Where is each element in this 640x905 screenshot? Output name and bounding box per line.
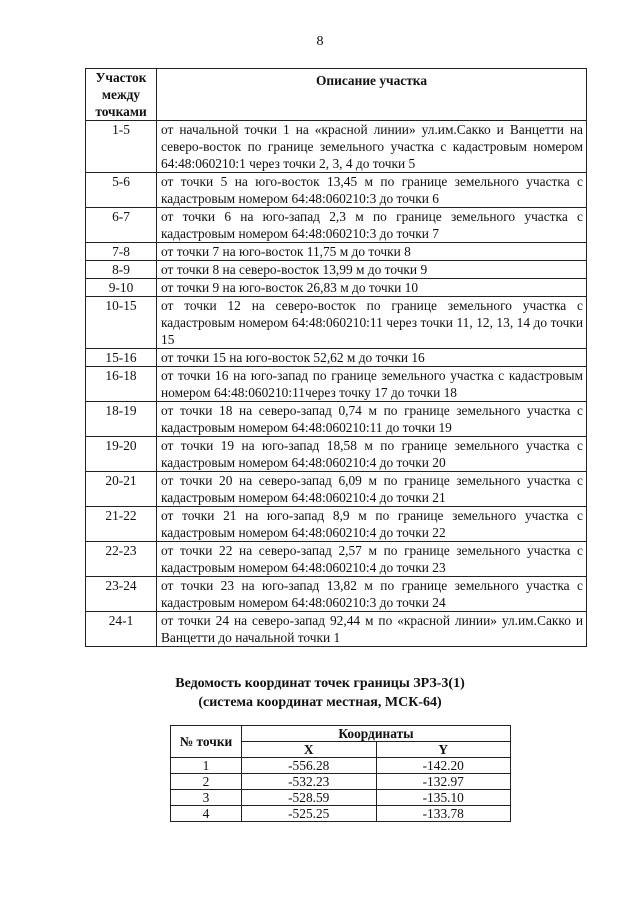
segment-code: 16-18 [86,367,157,402]
header-segment-between-points: Участок между точками [86,69,157,121]
segment-description: от точки 22 на северо-запад 2,57 м по границе земельного участка с кадастровым номером 64:48:060210:4 до точки 23 [157,542,587,577]
segment-code: 9-10 [86,279,157,297]
segment-row [86,349,587,367]
segment-code: 22-23 [86,542,157,577]
segment-description: от точки 19 на юго-запад 18,58 м по границе земельного участка с кадастровым номером 64:48:060210:4 до точки 20 [157,437,587,472]
header-coordinates: Координаты [242,726,511,742]
segment-row [86,121,587,173]
segment-code: 1-5 [86,121,157,173]
header-point-number: № точки [171,726,242,758]
coordinate-row [171,758,511,774]
segment-row [86,507,587,542]
coordinate-x: -556.28 [242,758,377,774]
segment-code: 15-16 [86,349,157,367]
segment-row [86,367,587,402]
segment-code: 21-22 [86,507,157,542]
coordinates-table [170,725,511,822]
segment-description: от точки 7 на юго-восток 11,75 м до точки 8 [157,243,587,261]
segment-code: 20-21 [86,472,157,507]
coordinate-x: -525.25 [242,806,377,822]
segment-description: от начальной точки 1 на «красной линии» ул.им.Сакко и Ванцетти на северо-восток по границе земельного участка с кадастровым номером 64:48:060210:1 через точки 2, 3, 4 до точки 5 [157,121,587,173]
segment-row [86,542,587,577]
segment-description: от точки 21 на юго-запад 8,9 м по границе земельного участка с кадастровым номером 64:48:060210:4 до точки 22 [157,507,587,542]
segment-row [86,577,587,612]
coordinate-x: -528.59 [242,790,377,806]
coordinate-row [171,790,511,806]
coordinate-row [171,806,511,822]
segment-code: 6-7 [86,208,157,243]
coordinate-y: -142.20 [376,758,511,774]
coordinate-row [171,774,511,790]
segment-description: от точки 6 на юго-запад 2,3 м по границе земельного участка с кадастровым номером 64:48:060210:3 до точки 7 [157,208,587,243]
segment-row [86,279,587,297]
segment-row [86,208,587,243]
segment-row [86,297,587,349]
coords-caption [0,674,640,712]
coordinate-y: -133.78 [376,806,511,822]
segments-table [85,68,587,647]
segments-header-row [86,69,587,121]
segment-row [86,472,587,507]
segment-row [86,261,587,279]
segment-code: 5-6 [86,173,157,208]
coordinate-point: 3 [171,790,242,806]
coordinate-point: 1 [171,758,242,774]
segment-row [86,173,587,208]
coords-caption-line1: Ведомость координат точек границы ЗРЗ-3(1) [175,676,465,691]
segment-row [86,612,587,647]
segment-description: от точки 15 на юго-восток 52,62 м до точки 16 [157,349,587,367]
segment-code: 18-19 [86,402,157,437]
coordinate-x: -532.23 [242,774,377,790]
coordinate-y: -135.10 [376,790,511,806]
segment-code: 10-15 [86,297,157,349]
segment-code: 7-8 [86,243,157,261]
segment-description: от точки 23 на юго-запад 13,82 м по границе земельного участка с кадастровым номером 64:48:060210:3 до точки 24 [157,577,587,612]
segment-row [86,243,587,261]
segment-description: от точки 16 на юго-запад по границе земельного участка с кадастровым номером 64:48:060210:11через точку 17 до точки 18 [157,367,587,402]
header-x: X [242,742,377,758]
coords-caption-line2: (система координат местная, МСК-64) [198,695,442,710]
segment-description: от точки 9 на юго-восток 26,83 м до точки 10 [157,279,587,297]
segment-description: от точки 8 на северо-восток 13,99 м до точки 9 [157,261,587,279]
segment-description: от точки 12 на северо-восток по границе земельного участка с кадастровым номером 64:48:060210:11 через точки 11, 12, 13, 14 до точки 15 [157,297,587,349]
header-segment-description: Описание участка [157,69,587,121]
page-number: 8 [316,34,324,49]
header-y: Y [376,742,511,758]
coordinates-table-body [171,758,511,822]
coordinate-point: 2 [171,774,242,790]
segment-description: от точки 20 на северо-запад 6,09 м по границе земельного участка с кадастровым номером 64:48:060210:4 до точки 21 [157,472,587,507]
segment-description: от точки 24 на северо-запад 92,44 м по «красной линии» ул.им.Сакко и Ванцетти до начальной точки 1 [157,612,587,647]
coordinate-point: 4 [171,806,242,822]
segment-description: от точки 5 на юго-восток 13,45 м по границе земельного участка с кадастровым номером 64:48:060210:3 до точки 6 [157,173,587,208]
segments-table-body [86,121,587,647]
segment-code: 8-9 [86,261,157,279]
segment-code: 19-20 [86,437,157,472]
segment-description: от точки 18 на северо-запад 0,74 м по границе земельного участка с кадастровым номером 64:48:060210:11 до точки 19 [157,402,587,437]
segment-code: 24-1 [86,612,157,647]
segment-code: 23-24 [86,577,157,612]
segment-row [86,437,587,472]
coordinate-y: -132.97 [376,774,511,790]
segment-row [86,402,587,437]
coords-header-row [171,726,511,742]
